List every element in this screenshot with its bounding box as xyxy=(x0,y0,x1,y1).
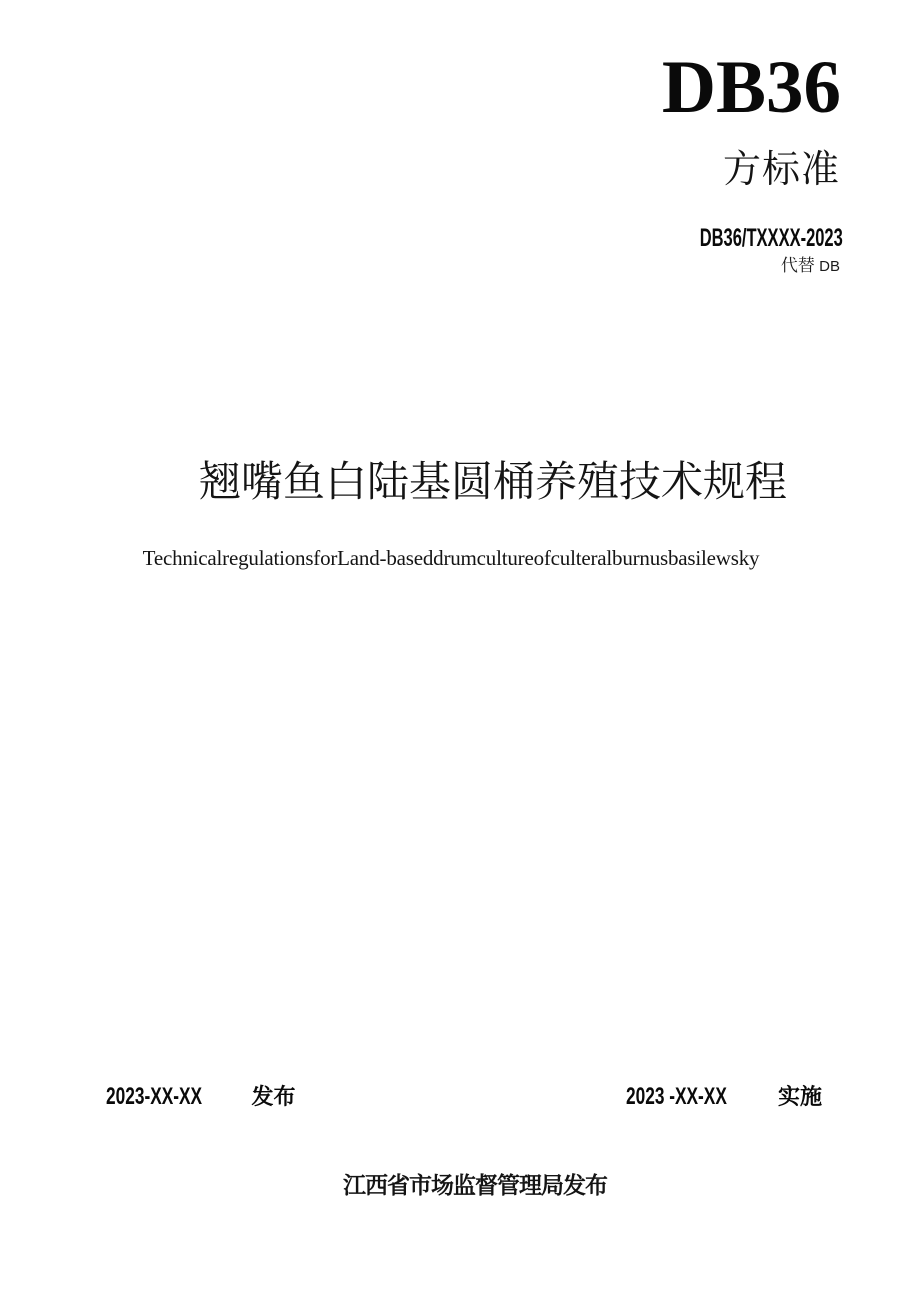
standard-code-logo: DB36 xyxy=(661,46,841,129)
issue-date-line xyxy=(106,1084,296,1110)
document-number: DB36/TXXXX-2023 xyxy=(699,224,843,252)
supersede-code: DB xyxy=(819,258,840,275)
implementation-label: 实施 xyxy=(777,1084,822,1109)
date-row xyxy=(106,1084,822,1110)
document-title-chinese: 翘嘴鱼白陆基圆桶养殖技术规程 xyxy=(198,460,787,506)
issue-label: 发布 xyxy=(251,1084,296,1109)
standard-type-label: 方标准 xyxy=(722,149,840,191)
document-title-english: TechnicalregulationsforLand-baseddrumcultureofculteralburnusbasilewsky xyxy=(142,546,760,570)
implementation-date-line xyxy=(626,1084,822,1110)
publisher-line: 江西省市场监督管理局发布 xyxy=(343,1172,607,1198)
supersede-line xyxy=(781,256,840,276)
issue-date: 2023-XX-XX xyxy=(106,1083,203,1110)
implementation-date: 2023 -XX-XX xyxy=(625,1083,727,1110)
supersede-label: 代替 xyxy=(780,256,815,275)
